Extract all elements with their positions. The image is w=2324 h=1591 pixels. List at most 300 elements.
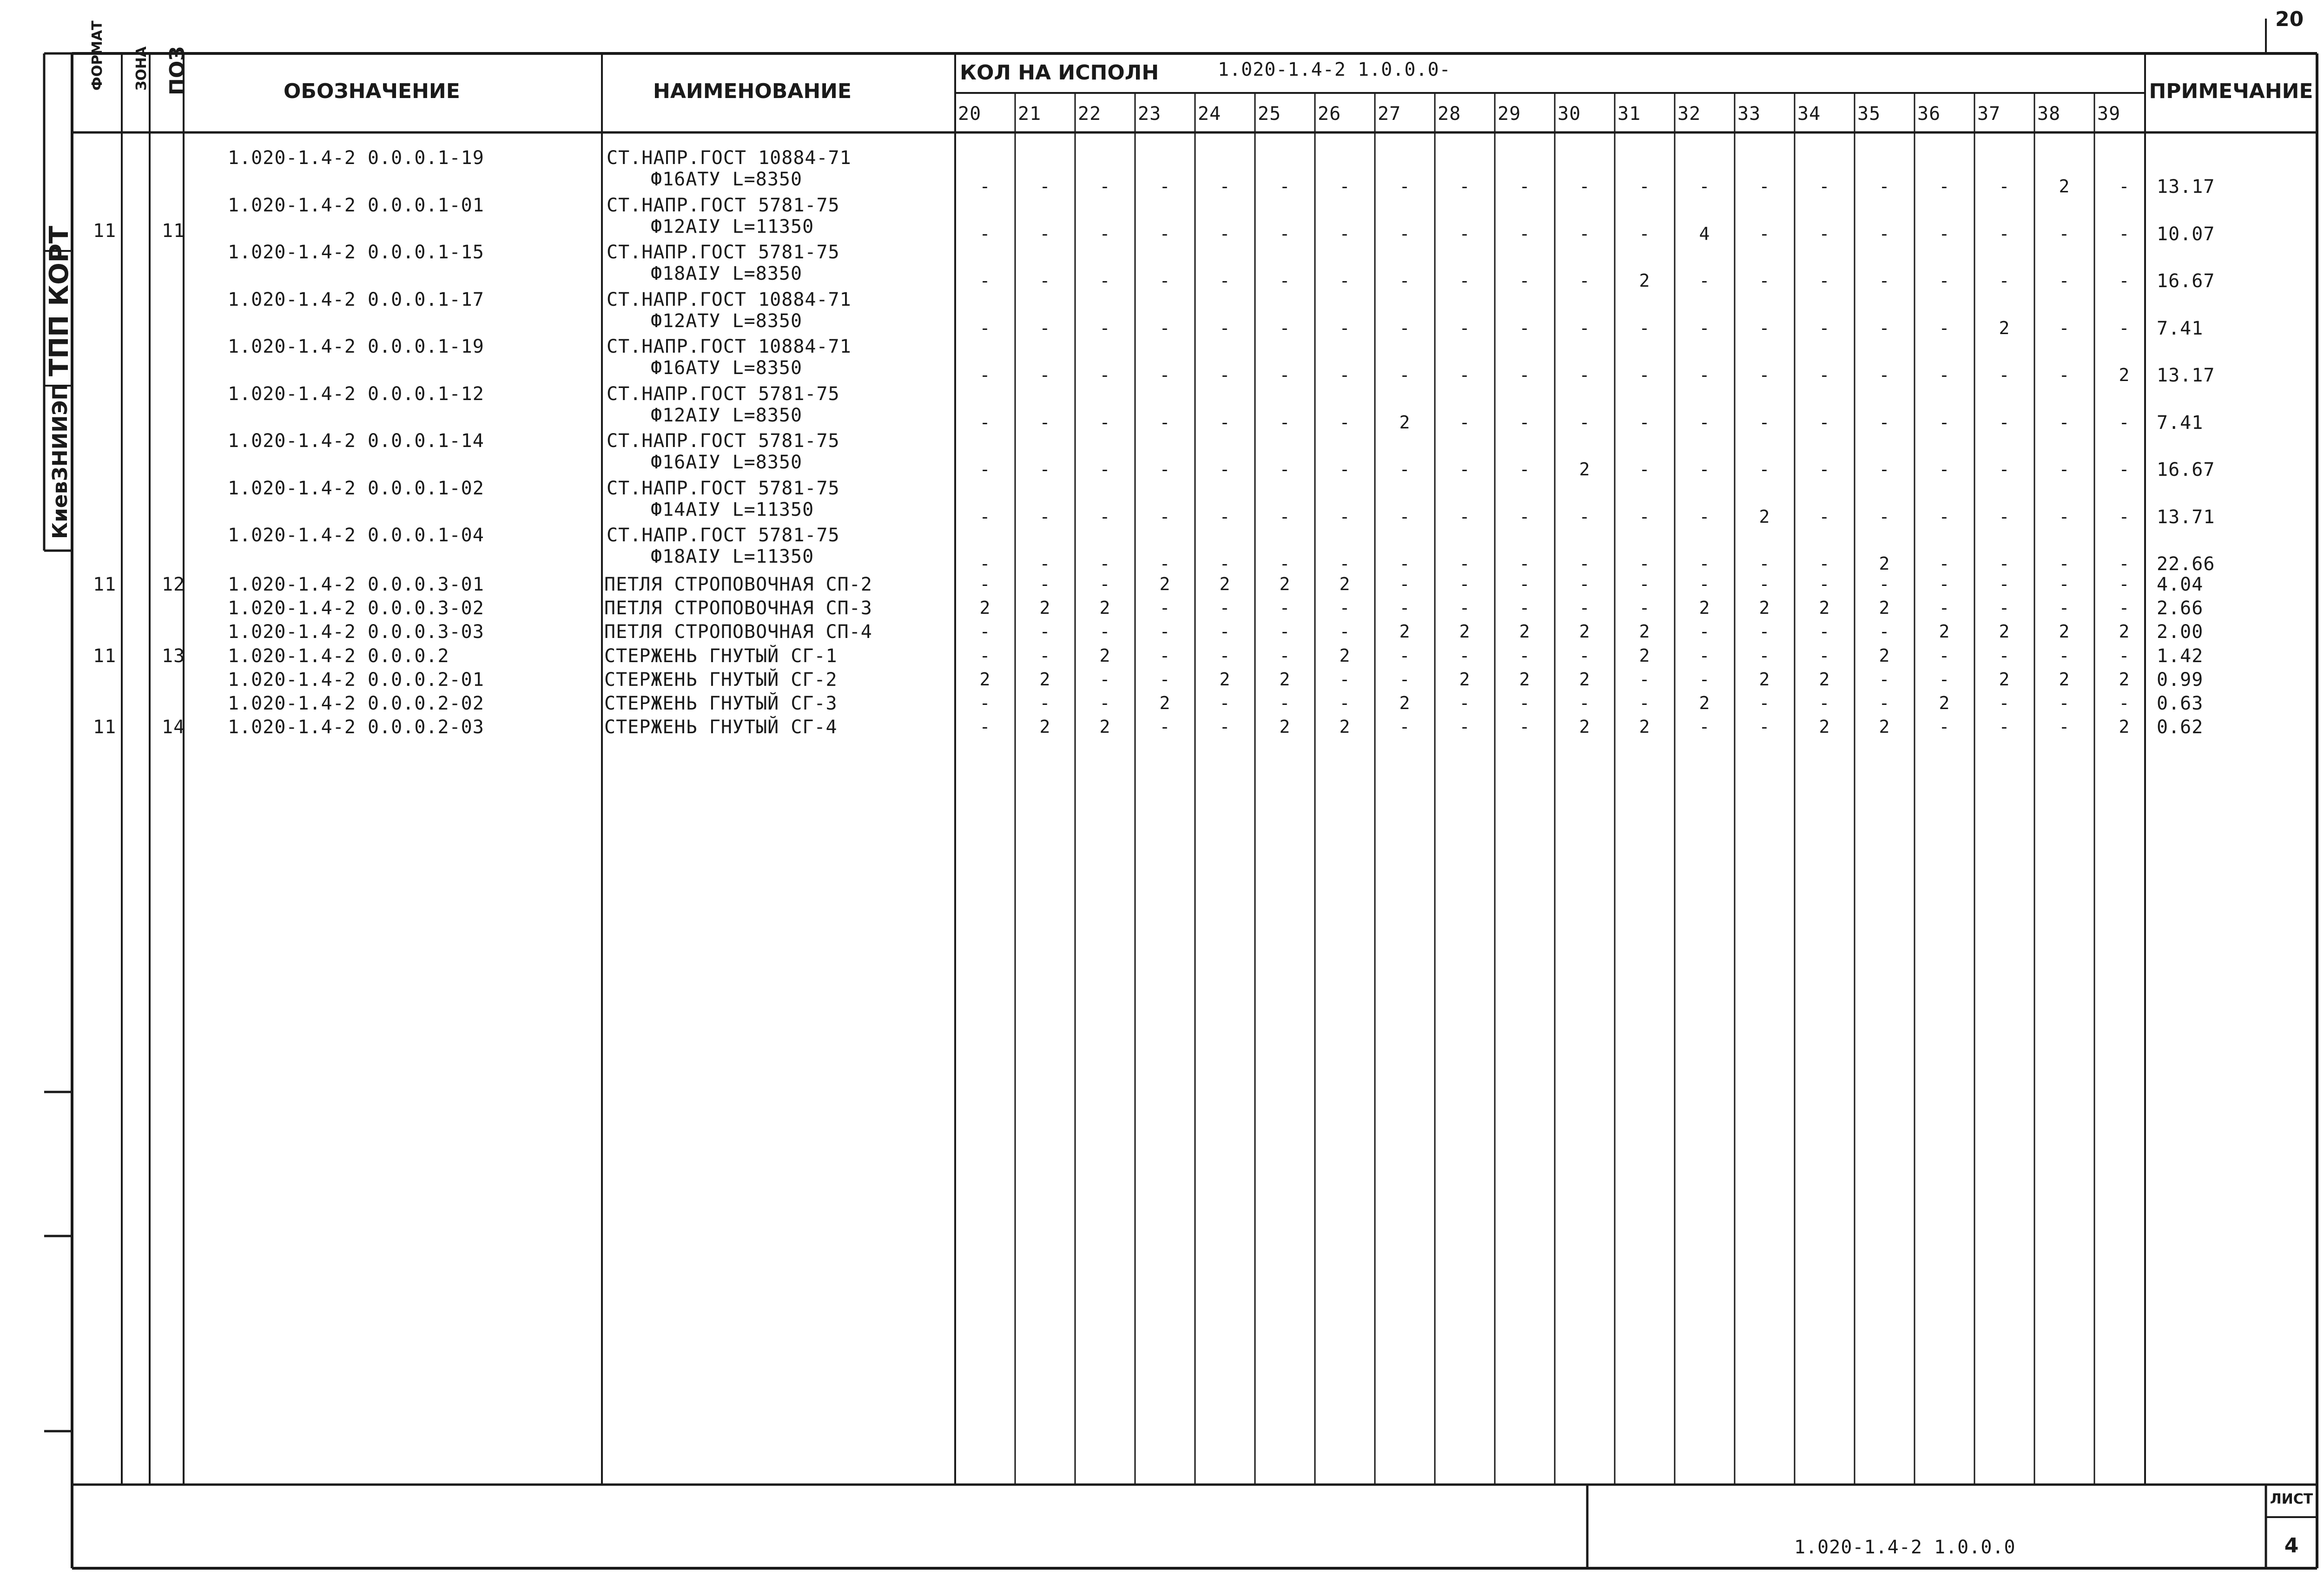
row-quantity: - [1939,412,1950,433]
row-quantity: - [2119,270,2130,291]
header-variant-26: 26 [1318,103,1341,125]
row-quantity: 2 [2119,717,2130,737]
row-quantity: - [1219,693,1231,713]
row-quantity: - [2059,506,2070,527]
row-quantity: - [1579,365,1591,385]
row-designation: 1.020-1.4-2 0.0.0.2-01 [228,669,484,690]
row-quantity: - [979,506,991,527]
row-note: 7.41 [2157,412,2204,434]
row-name-detail: Ф16АТУ L=8350 [651,357,803,379]
header-format: ФОРМАТ [89,20,106,91]
row-quantity: - [1219,598,1231,618]
row-quantity: - [1099,506,1111,527]
row-quantity: - [1999,459,2010,480]
header-variant-24: 24 [1198,103,1221,125]
row-quantity: - [1759,693,1770,713]
row-quantity: 2 [1579,621,1591,642]
row-quantity: - [1639,506,1651,527]
row-quantity: - [1279,645,1291,666]
header-variant-22: 22 [1078,103,1102,125]
row-quantity: - [1339,553,1351,574]
row-quantity: - [1759,645,1770,666]
row-quantity: - [979,459,991,480]
header-variant-31: 31 [1618,103,1641,125]
header-variant-33: 33 [1737,103,1761,125]
row-quantity: 2 [1399,621,1411,642]
row-quantity: - [1399,717,1411,737]
row-quantity: - [1099,459,1111,480]
row-quantity: - [1999,365,2010,385]
row-quantity: - [1279,223,1291,244]
row-quantity: - [1459,317,1471,338]
row-quantity: - [2059,223,2070,244]
row-quantity: - [1219,645,1231,666]
row-quantity: - [1639,317,1651,338]
row-quantity: - [1639,176,1651,197]
row-quantity: - [2119,598,2130,618]
row-designation: 1.020-1.4-2 0.0.0.1-01 [228,194,484,216]
row-quantity: - [1519,176,1531,197]
row-note: 2.00 [2157,621,2204,643]
row-designation: 1.020-1.4-2 0.0.0.2 [228,645,449,667]
row-quantity: - [1699,365,1710,385]
row-quantity: - [1279,621,1291,642]
row-quantity: - [1759,459,1770,480]
row-note: 16.67 [2157,459,2215,480]
row-quantity: 2 [1219,574,1231,594]
row-quantity: - [1999,223,2010,244]
row-quantity: - [1939,669,1950,690]
row-quantity: - [1759,365,1770,385]
row-quantity: - [979,574,991,594]
row-quantity: - [1099,693,1111,713]
row-quantity: 2 [2119,621,2130,642]
row-quantity: - [2119,645,2130,666]
row-quantity: - [1459,506,1471,527]
row-quantity: - [1579,598,1591,618]
row-quantity: - [1819,553,1830,574]
row-quantity: - [1039,223,1051,244]
row-quantity: - [1999,176,2010,197]
row-quantity: 2 [1219,669,1231,690]
row-quantity: - [1399,365,1411,385]
row-designation: 1.020-1.4-2 0.0.0.1-19 [228,147,484,169]
row-quantity: - [1399,223,1411,244]
row-quantity: - [979,270,991,291]
row-quantity: 2 [1759,669,1770,690]
row-quantity: 2 [979,669,991,690]
row-quantity: - [1759,176,1770,197]
row-quantity: 2 [1339,717,1351,737]
row-quantity: - [2119,553,2130,574]
row-quantity: - [2119,506,2130,527]
row-name: СТЕРЖЕНЬ ГНУТЫЙ СГ-2 [604,669,838,690]
row-quantity: - [2119,317,2130,338]
row-quantity: - [2119,176,2130,197]
row-designation: 1.020-1.4-2 0.0.0.1-04 [228,525,484,546]
header-pos: ПОЗ [165,46,189,95]
row-quantity: - [2059,270,2070,291]
row-quantity: - [1699,621,1710,642]
row-quantity: - [1879,574,1890,594]
row-quantity: - [1039,506,1051,527]
row-quantity: - [1879,270,1890,291]
row-quantity: - [1459,412,1471,433]
row-quantity: - [1459,553,1471,574]
row-name: СТЕРЖЕНЬ ГНУТЫЙ СГ-3 [604,693,838,714]
row-quantity: - [1939,176,1950,197]
row-quantity: - [1579,574,1591,594]
row-quantity: 2 [1639,270,1651,291]
row-designation: 1.020-1.4-2 0.0.0.2-03 [228,717,484,738]
row-quantity: 2 [1819,598,1830,618]
row-designation: 1.020-1.4-2 0.0.0.1-17 [228,289,484,310]
row-quantity: - [1819,412,1830,433]
row-quantity: - [2059,317,2070,338]
row-quantity: - [1039,270,1051,291]
row-quantity: - [1399,270,1411,291]
row-quantity: - [1879,223,1890,244]
row-quantity: - [1699,176,1710,197]
row-quantity: - [1819,693,1830,713]
row-quantity: - [1039,693,1051,713]
row-quantity: 2 [1759,506,1770,527]
document-code: 1.020-1.4-2 1.0.0.0 [1794,1537,2016,1558]
row-quantity: - [1579,645,1591,666]
row-quantity: - [1219,412,1231,433]
row-designation: 1.020-1.4-2 0.0.0.3-03 [228,621,484,643]
row-quantity: - [1699,270,1710,291]
row-quantity: - [1159,669,1171,690]
row-quantity: - [1759,574,1770,594]
row-quantity: - [1159,553,1171,574]
row-quantity: 2 [1699,693,1710,713]
row-quantity: - [1279,176,1291,197]
row-quantity: 2 [1999,317,2010,338]
row-quantity: - [1459,717,1471,737]
row-quantity: - [1219,365,1231,385]
row-quantity: 2 [1639,645,1651,666]
row-quantity: - [1219,553,1231,574]
row-quantity: - [1339,270,1351,291]
row-position: 13 [162,645,185,667]
row-quantity: - [1399,669,1411,690]
row-note: 0.63 [2157,693,2204,714]
row-quantity: 2 [1459,669,1471,690]
row-quantity: - [1819,506,1830,527]
row-quantity: - [1519,506,1531,527]
row-quantity: - [1099,176,1111,197]
row-quantity: - [1759,621,1770,642]
row-quantity: - [1819,574,1830,594]
row-quantity: - [1519,574,1531,594]
row-name: ПЕТЛЯ СТРОПОВОЧНАЯ СП-2 [604,574,872,595]
row-quantity: - [1759,717,1770,737]
row-quantity: - [1339,317,1351,338]
row-name: СТ.НАПР.ГОСТ 5781-75 [607,242,840,263]
row-quantity: - [1639,365,1651,385]
row-quantity: - [1219,506,1231,527]
row-quantity: - [2119,459,2130,480]
row-quantity: - [1159,645,1171,666]
row-quantity: - [1579,270,1591,291]
row-quantity: - [1879,506,1890,527]
row-quantity: - [1939,270,1950,291]
row-quantity: - [1999,270,2010,291]
row-quantity: - [1699,317,1710,338]
row-quantity: - [1879,621,1890,642]
row-quantity: - [1639,223,1651,244]
row-quantity: 2 [1459,621,1471,642]
row-quantity: - [1999,506,2010,527]
row-name: СТЕРЖЕНЬ ГНУТЫЙ СГ-4 [604,717,838,738]
row-quantity: 2 [2059,176,2070,197]
header-variant-28: 28 [1438,103,1461,125]
row-quantity: 2 [1159,693,1171,713]
row-quantity: - [1939,365,1950,385]
row-quantity: - [1459,270,1471,291]
row-quantity: 2 [1879,645,1890,666]
header-variant-21: 21 [1018,103,1042,125]
row-quantity: - [2059,553,2070,574]
row-quantity: - [1579,412,1591,433]
header-note: ПРИМЕЧАНИЕ [2149,79,2313,103]
row-quantity: - [1999,717,2010,737]
row-quantity: - [1099,412,1111,433]
row-quantity: 2 [2119,365,2130,385]
row-quantity: - [1219,317,1231,338]
row-quantity: - [1639,598,1651,618]
row-note: 0.99 [2157,669,2204,690]
row-note: 0.62 [2157,717,2204,738]
row-name-detail: Ф12АТУ L=8350 [651,310,803,332]
row-name-detail: Ф18АIУ L=8350 [651,263,803,284]
row-quantity: - [979,223,991,244]
row-quantity: - [1999,553,2010,574]
row-quantity: 2 [1159,574,1171,594]
row-note: 7.41 [2157,317,2204,339]
row-quantity: 2 [1399,693,1411,713]
row-quantity: - [2119,223,2130,244]
row-quantity: - [1819,270,1830,291]
row-quantity: - [1159,621,1171,642]
row-quantity: - [1459,693,1471,713]
row-note: 13.17 [2157,365,2215,386]
row-quantity: - [1579,506,1591,527]
row-quantity: - [1819,459,1830,480]
row-quantity: - [2059,693,2070,713]
header-variant-38: 38 [2037,103,2061,125]
row-quantity: 2 [1099,598,1111,618]
row-quantity: - [1219,270,1231,291]
row-quantity: - [1639,459,1651,480]
row-name-detail: Ф12АIУ L=8350 [651,404,803,426]
row-quantity: - [1699,553,1710,574]
row-quantity: - [1459,365,1471,385]
row-quantity: - [1339,506,1351,527]
row-name: СТ.НАПР.ГОСТ 5781-75 [607,525,840,546]
header-variant-20: 20 [958,103,982,125]
row-quantity: - [1339,598,1351,618]
row-designation: 1.020-1.4-2 0.0.0.1-02 [228,477,484,499]
row-quantity: - [1579,693,1591,713]
row-name: СТ.НАПР.ГОСТ 5781-75 [607,194,840,216]
row-quantity: - [1099,669,1111,690]
row-quantity: - [2119,693,2130,713]
row-quantity: 2 [1579,669,1591,690]
row-quantity: 2 [1939,621,1950,642]
row-name: ПЕТЛЯ СТРОПОВОЧНАЯ СП-4 [604,621,872,643]
row-quantity: 2 [2059,669,2070,690]
row-quantity: - [1939,223,1950,244]
row-quantity: - [1819,621,1830,642]
header-variant-34: 34 [1797,103,1821,125]
row-quantity: 4 [1699,223,1710,244]
row-quantity: - [1219,176,1231,197]
row-quantity: - [979,365,991,385]
row-quantity: 2 [1039,669,1051,690]
header-zone: ЗОНА [133,46,150,91]
row-quantity: - [1039,553,1051,574]
row-quantity: - [1519,645,1531,666]
row-quantity: - [1639,553,1651,574]
row-quantity: 2 [1279,717,1291,737]
row-name: СТ.НАПР.ГОСТ 10884-71 [607,147,852,169]
row-quantity: - [1999,645,2010,666]
row-quantity: - [1459,598,1471,618]
row-quantity: - [1879,317,1890,338]
row-quantity: - [2119,412,2130,433]
header-variant-23: 23 [1138,103,1162,125]
row-quantity: - [1759,317,1770,338]
row-quantity: - [1099,270,1111,291]
row-quantity: - [1459,574,1471,594]
row-quantity: - [1339,693,1351,713]
row-quantity: - [1519,553,1531,574]
row-quantity: - [1219,223,1231,244]
row-quantity: - [1759,553,1770,574]
row-quantity: - [1519,412,1531,433]
row-quantity: 2 [1819,669,1830,690]
row-note: 13.71 [2157,506,2215,528]
row-format: 11 [93,220,117,242]
row-quantity: - [979,553,991,574]
row-quantity: - [1399,553,1411,574]
row-note: 2.66 [2157,598,2204,619]
row-note: 10.07 [2157,223,2215,245]
row-quantity: - [1699,645,1710,666]
sheet-label: ЛИСТ [2270,1491,2313,1507]
row-quantity: - [1459,459,1471,480]
row-quantity: - [1339,621,1351,642]
row-quantity: - [1039,365,1051,385]
row-quantity: - [1819,176,1830,197]
row-quantity: - [1099,317,1111,338]
row-name: СТ.НАПР.ГОСТ 5781-75 [607,477,840,499]
row-quantity: - [1519,270,1531,291]
row-designation: 1.020-1.4-2 0.0.0.1-14 [228,430,484,452]
header-variant-29: 29 [1498,103,1521,125]
row-quantity: 2 [1099,645,1111,666]
row-quantity: - [1939,717,1950,737]
row-quantity: - [1939,574,1950,594]
header-variant-32: 32 [1677,103,1701,125]
row-quantity: 2 [1339,645,1351,666]
row-name: СТ.НАПР.ГОСТ 5781-75 [607,430,840,452]
header-variant-prefix: 1.020-1.4-2 1.0.0.0- [1218,59,1451,80]
row-quantity: - [1159,459,1171,480]
header-name: НАИМЕНОВАНИЕ [653,79,852,103]
header-variant-36: 36 [1917,103,1941,125]
row-name: СТЕРЖЕНЬ ГНУТЫЙ СГ-1 [604,645,838,667]
row-quantity: - [1039,574,1051,594]
row-name: ПЕТЛЯ СТРОПОВОЧНАЯ СП-3 [604,598,872,619]
row-designation: 1.020-1.4-2 0.0.0.2-02 [228,693,484,714]
row-note: 22.66 [2157,553,2215,575]
row-quantity: - [1339,459,1351,480]
row-quantity: - [1519,459,1531,480]
row-quantity: 2 [2059,621,2070,642]
row-quantity: 2 [1879,598,1890,618]
row-quantity: - [1579,223,1591,244]
row-designation: 1.020-1.4-2 0.0.0.3-02 [228,598,484,619]
row-quantity: - [1939,317,1950,338]
row-quantity: - [1339,223,1351,244]
row-quantity: - [1519,365,1531,385]
row-quantity: - [1639,693,1651,713]
row-quantity: 2 [1039,717,1051,737]
row-quantity: - [2059,412,2070,433]
row-quantity: - [1699,717,1710,737]
row-quantity: - [1279,365,1291,385]
row-quantity: - [979,176,991,197]
row-quantity: - [1399,574,1411,594]
row-designation: 1.020-1.4-2 0.0.0.1-15 [228,242,484,263]
row-quantity: - [1939,506,1950,527]
row-quantity: 2 [1099,717,1111,737]
row-format: 11 [93,717,117,738]
header-variant-25: 25 [1258,103,1281,125]
row-quantity: - [1459,223,1471,244]
row-quantity: - [1399,645,1411,666]
row-quantity: - [1879,669,1890,690]
row-quantity: - [1519,693,1531,713]
row-name-detail: Ф18АIУ L=11350 [651,546,814,567]
row-quantity: - [1039,645,1051,666]
row-quantity: - [1519,717,1531,737]
row-note: 4.04 [2157,574,2204,595]
row-quantity: - [1219,621,1231,642]
row-quantity: 2 [1819,717,1830,737]
page-number-top: 20 [2275,7,2304,31]
row-quantity: - [1459,645,1471,666]
row-quantity: 2 [1879,553,1890,574]
row-quantity: - [1879,693,1890,713]
header-variant-39: 39 [2097,103,2121,125]
row-quantity: 2 [1759,598,1770,618]
row-quantity: - [1639,574,1651,594]
header-designation: ОБОЗНАЧЕНИЕ [284,79,460,103]
row-quantity: - [979,693,991,713]
row-quantity: - [1699,459,1710,480]
row-quantity: - [1999,574,2010,594]
row-quantity: 2 [1579,717,1591,737]
row-designation: 1.020-1.4-2 0.0.0.3-01 [228,574,484,595]
row-quantity: - [1819,365,1830,385]
row-quantity: - [1219,717,1231,737]
row-quantity: - [1039,412,1051,433]
row-note: 16.67 [2157,270,2215,292]
